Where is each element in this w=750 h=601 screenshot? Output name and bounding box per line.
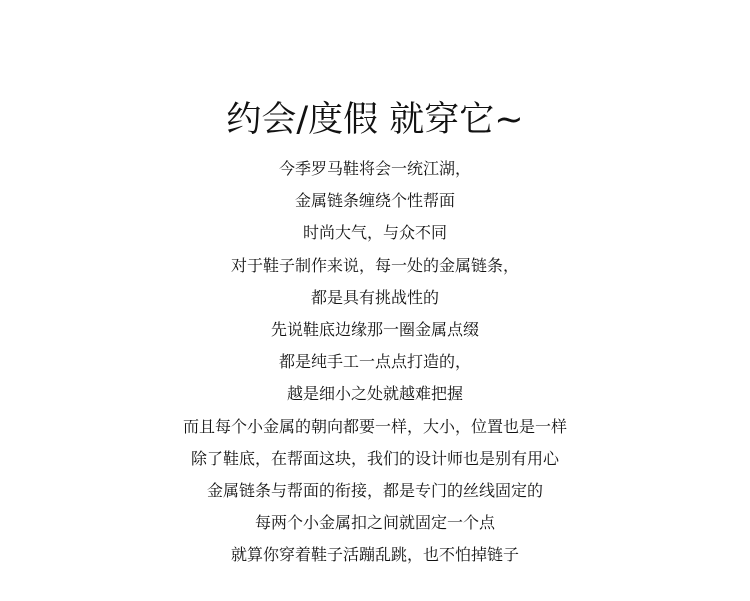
description-line-9: 而且每个小金属的朝向都要一样，大小，位置也是一样 [182, 416, 567, 436]
description-line-6: 先说鞋底边缘那一圈金属点缀 [270, 319, 479, 339]
description-line-7: 都是纯手工一点点打造的， [278, 352, 471, 372]
description-line-3: 时尚大气，与众不同 [302, 223, 447, 243]
description-line-10: 除了鞋底，在帮面这块，我们的设计师也是别有用心 [190, 448, 559, 468]
description-line-5: 都是具有挑战性的 [310, 287, 439, 307]
description-line-12: 每两个小金属扣之间就固定一个点 [254, 513, 495, 533]
description-line-11: 金属链条与帮面的衔接，都是专门的丝线固定的 [206, 480, 543, 500]
description-line-4: 对于鞋子制作来说，每一处的金属链条， [230, 255, 519, 275]
page-title: 约会/度假 就穿它~ [226, 100, 524, 140]
description-line-8: 越是细小之处就越难把握 [286, 384, 463, 404]
description-line-13: 就算你穿着鞋子活蹦乱跳，也不怕掉链子 [230, 545, 519, 565]
description-line-2: 金属链条缠绕个性帮面 [294, 191, 455, 211]
description-line-1: 今季罗马鞋将会一统江湖， [278, 159, 471, 178]
description-text-block [0, 153, 750, 571]
